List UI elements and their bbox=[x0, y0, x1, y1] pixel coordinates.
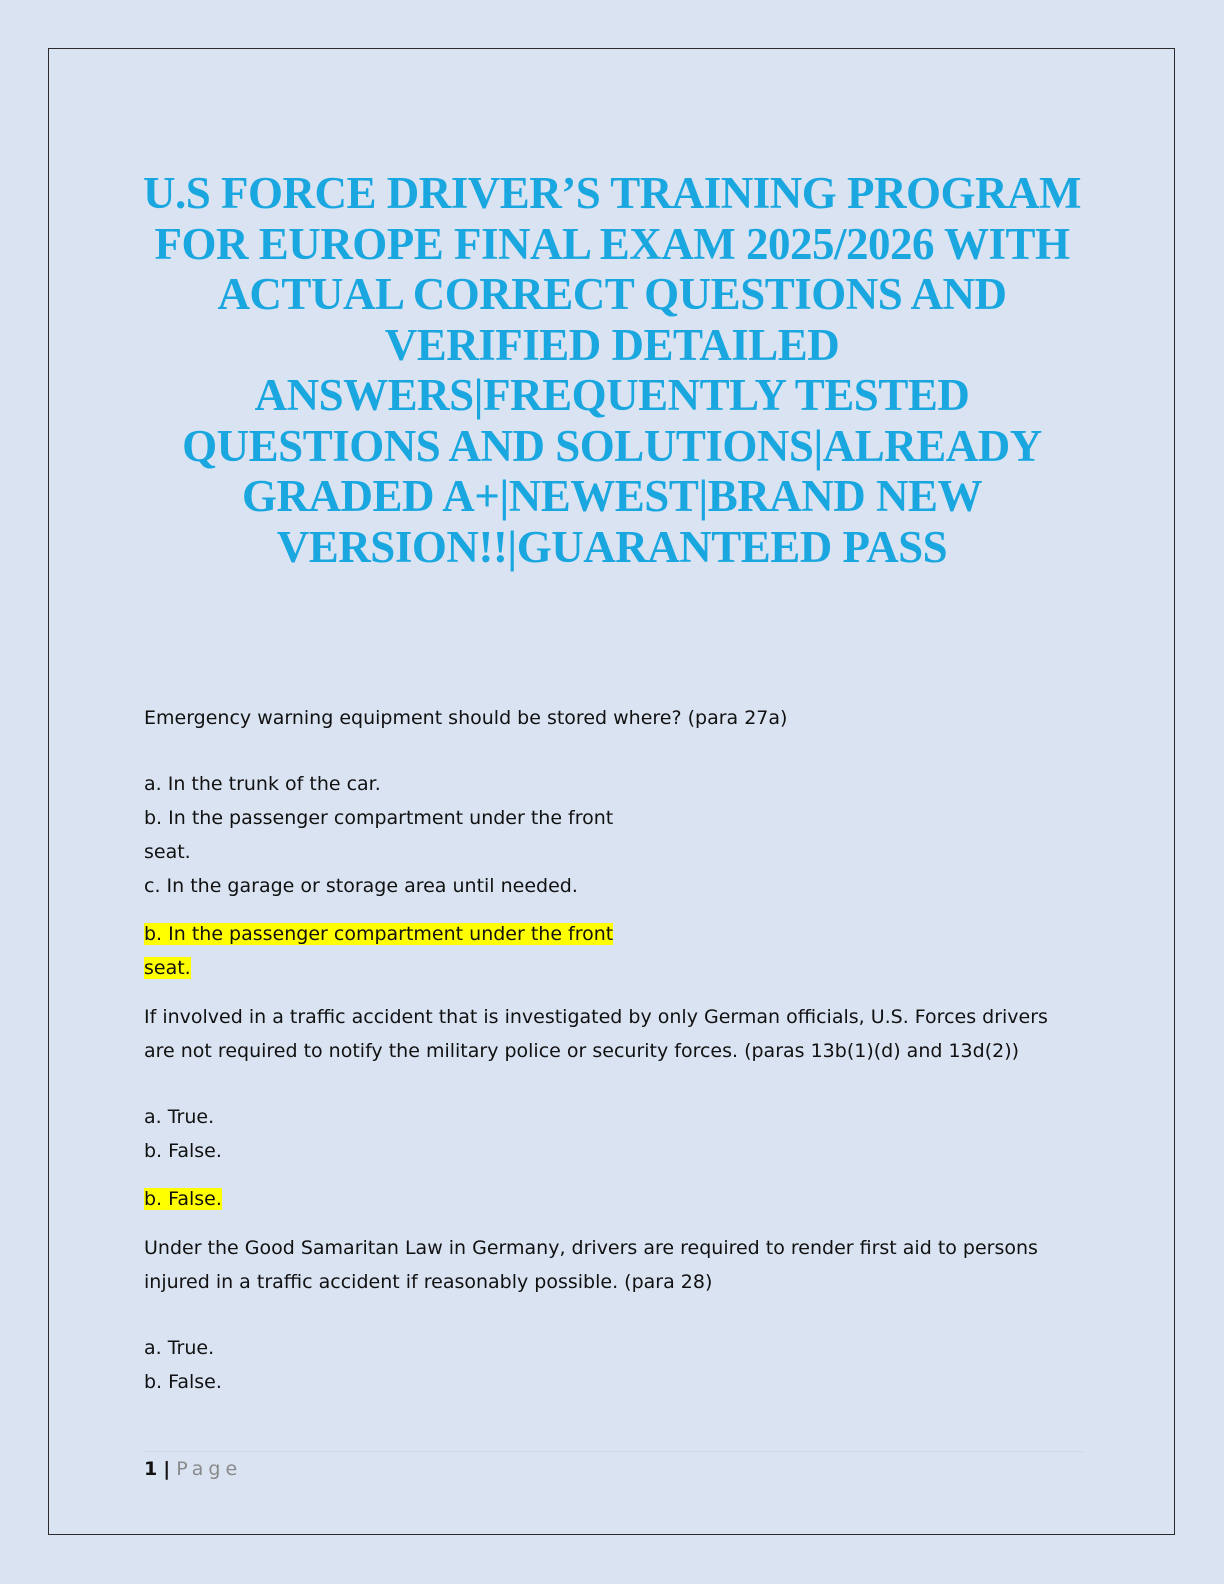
answer-text: b. In the passenger compartment under the front seat. bbox=[144, 923, 614, 979]
option-item: b. False. bbox=[144, 1140, 222, 1162]
document-title: U.S FORCE DRIVER’S TRAINING PROGRAM FOR EUROPE FINAL EXAM 2025/2026 WITH ACTUAL CORRECT QUESTIONS AND VERIFIED DETAILED ANSWERS|FREQUENTLY TESTED QUESTIONS AND SOLUTIONS|ALREADY GRADED A+|NEWEST|BRAND NEW VERSION!!|GUARANTEED PASS bbox=[143, 168, 1081, 572]
page-label: Page bbox=[176, 1458, 243, 1480]
option-item: a. In the trunk of the car. bbox=[144, 773, 381, 795]
option-item: a. True. bbox=[144, 1337, 215, 1359]
question-text: If involved in a traffic accident that is investigated by only German officials, U.S. Forces drivers are not required to notify the military police or security forces. (paras 13b(1)(d) and 13d(2)) bbox=[144, 1006, 1048, 1062]
option-item: b. False. bbox=[144, 1371, 222, 1393]
page-footer bbox=[144, 1455, 242, 1483]
option-item: c. In the garage or storage area until needed. bbox=[144, 875, 578, 897]
footer-divider bbox=[144, 1451, 1084, 1452]
option-item: b. In the passenger compartment under the front seat. bbox=[144, 807, 614, 863]
answer-text: b. False. bbox=[144, 1188, 222, 1210]
question-options bbox=[144, 1100, 1084, 1168]
footer-separator: | bbox=[163, 1458, 171, 1480]
question-text: Emergency warning equipment should be stored where? (para 27a) bbox=[144, 707, 788, 729]
page-number: 1 bbox=[144, 1458, 158, 1480]
question-options bbox=[144, 1331, 1084, 1399]
answer-highlight bbox=[144, 1182, 1084, 1216]
answer-highlight bbox=[144, 917, 634, 985]
document-body bbox=[144, 701, 1084, 1399]
option-item: a. True. bbox=[144, 1106, 215, 1128]
question-options bbox=[144, 767, 1084, 903]
question-text: Under the Good Samaritan Law in Germany, drivers are required to render first aid to persons injured in a traffic accident if reasonably possible. (para 28) bbox=[144, 1237, 1038, 1293]
